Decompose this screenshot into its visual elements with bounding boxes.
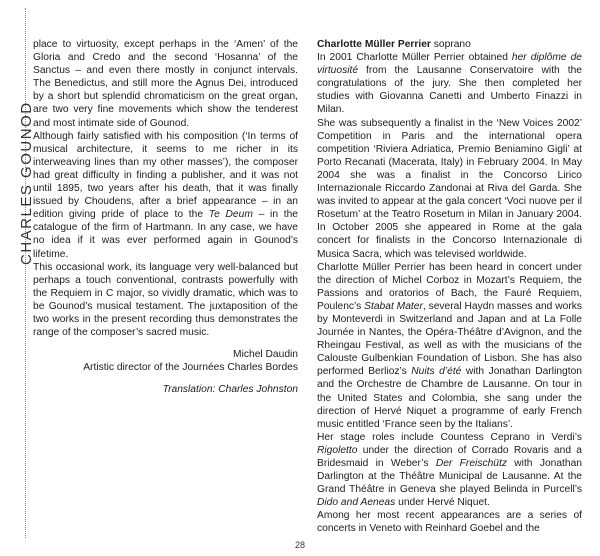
text-run: She was subsequently a finalist in the ‘New Voices 2002’ Competition in Paris and the international opera competition ‘Riviera Adriatica, Premio Beniamino Gigli’ at Porto Recanati (Macerata, Italy) in February 2004. In May 2004 she was a finalist in the Concorso Lirico Internazionale Riccardo Zandonai at Riva del Garda. She was invited to appear at the gala concert ‘Voci nuove per il Rosetum’ at the Teatro Rosetum in Milan in January 2004. In October 2005 she appeared in Rome at the gala concert for finalists in the Concorso Internazionale di Musica Sacra, which was televised worldwide. bbox=[317, 117, 582, 260]
bio-heading bbox=[317, 38, 582, 51]
voice-type: soprano bbox=[433, 39, 471, 50]
paragraph bbox=[317, 431, 582, 510]
paragraph bbox=[317, 51, 582, 116]
text-run: Her stage roles include Countess Ceprano in Verdi’s bbox=[317, 431, 582, 443]
singer-name: Charlotte Müller Perrier bbox=[317, 39, 431, 50]
margin-dotted-rule bbox=[25, 8, 26, 538]
italic-run: Nuits d’été bbox=[411, 366, 462, 378]
paragraph bbox=[317, 509, 582, 535]
text-run: , several Haydn masses and works by Monteverdi in Switzerland and Japan and at La Folle Journée in Nantes, the Opéra-Théâtre d’Avignon, and the Rheingau Festival, as well as with the musicians of the Calouste Gulbenkian Foundation of Lisbon. She has also performed Berlioz’s bbox=[317, 300, 582, 378]
italic-run: Te Deum bbox=[208, 209, 253, 221]
paragraph bbox=[33, 261, 298, 340]
text-run: with Jonathan Darlington at the Théâtre Municipal de Lausanne. At the Grand Théâtre in Geneva she played Belinda in Purcell’s bbox=[317, 458, 583, 496]
italic-run: Dido and Aeneas bbox=[317, 497, 396, 509]
text-run: with Jonathan Darlington and the Orchestre de Chambre de Lausanne. On tour in the United States and Colombia, she sang under the direction of Hervé Niquet a programme of early French music entitled ‘France seen by the Italians’. bbox=[317, 366, 583, 430]
paragraph bbox=[33, 38, 298, 130]
text-run: Charlotte Müller Perrier has been heard in concert under the direction of Michel Corboz in Mozart’s Requiem, the Passions and oratorios of Bach, the Fauré Requiem, Poulenc’s bbox=[317, 261, 582, 312]
author-name: Michel Daudin bbox=[233, 349, 298, 361]
italic-run: Der Freischütz bbox=[435, 458, 507, 469]
author-role: Artistic director of the Journées Charles Bordes bbox=[83, 362, 298, 374]
left-column bbox=[33, 38, 298, 396]
paragraph bbox=[317, 261, 582, 431]
translation-credit: Translation: Charles Johnston bbox=[162, 384, 298, 396]
paragraph bbox=[33, 130, 298, 261]
right-column bbox=[317, 38, 582, 536]
text-run: This occasional work, its language very well-balanced but perhaps a touch conventional, contrasts powerfully with the Requiem in C major, so vividly dramatic, which was to be Gounod’s musical testament. The juxtaposition of the two works in the present recording thus demonstrates the range of the composer’s sacred music. bbox=[33, 261, 298, 339]
text-run: under the direction of Corrado Rovaris and a Bridesmaid in Weber’s bbox=[317, 444, 582, 469]
text-run: from the Lausanne Conservatoire with the congratulations of the jury. She then completed her studies with Giovanna Canetti and Umberto Finazzi in Milan. bbox=[317, 65, 582, 116]
text-run: – in the catalogue of the firm of Hartmann. In any case, we have no idea if it was ever performed again in Gounod’s lifetime. bbox=[33, 209, 299, 260]
italic-run: Rigoletto bbox=[317, 444, 358, 456]
text-run: under Hervé Niquet. bbox=[395, 497, 490, 509]
paragraph bbox=[317, 117, 582, 261]
text-run: Among her most recent appearances are a series of concerts in Veneto with Reinhard Goebel and the bbox=[317, 510, 582, 535]
italic-run: her diplôme de virtuosité bbox=[317, 52, 582, 77]
text-run: In 2001 Charlotte Müller Perrier obtained bbox=[317, 52, 512, 64]
page-number: 28 bbox=[294, 540, 305, 550]
text-run: Although fairly satisfied with his composition (‘In terms of musical architecture, it seems to me richer in its interweaving lines than my other masses’), the composer had great difficulty in finding a publisher, and it was not until 1895, two years after his death, that it was finally issued by Choudens, after a brief appearance – in an edition giving pride of place to the bbox=[33, 130, 298, 221]
italic-run: Stabat Mater bbox=[364, 300, 423, 312]
text-run: place to virtuosity, except perhaps in the ‘Amen’ of the Gloria and Credo and the second ‘Hosanna’ of the Sanctus – and even there mostly in conjunct intervals. The Benedictus, and still more the Agnus Dei, introduced by a short but splendid chromaticism on the great organ, are two very fine movements which show the tenderest and most intimate side of Gounod. bbox=[33, 39, 298, 129]
side-title: CHARLES GOUNOD bbox=[18, 101, 35, 265]
